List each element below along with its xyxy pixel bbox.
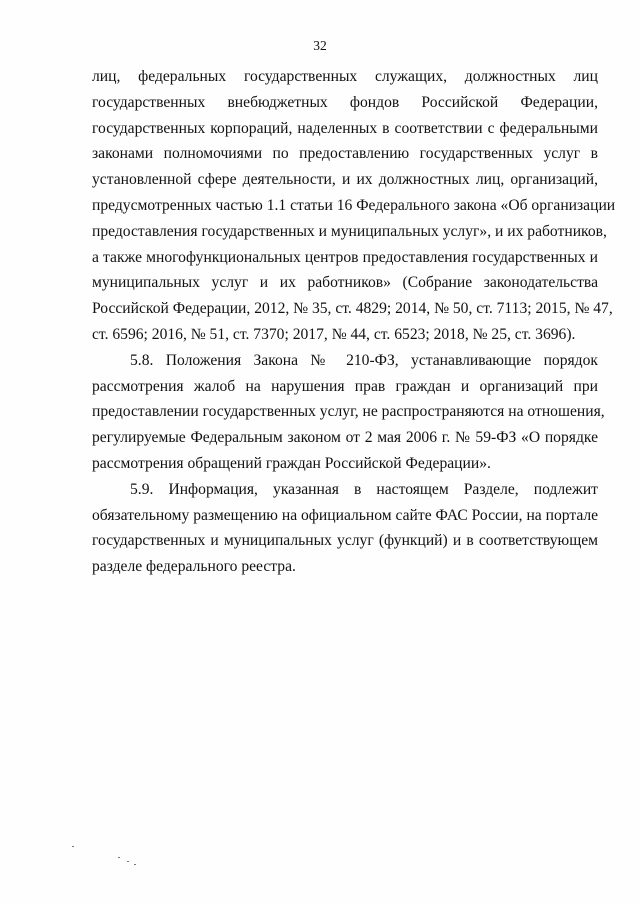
text-line: муниципальных услуг и их работников» (Собрание законодательства (92, 274, 598, 292)
text-line: обязательному размещению на официальном сайте ФАС России, на портале (92, 506, 599, 524)
text-line: ст. 6596; 2016, № 51, ст. 7370; 2017, № 44, ст. 6523; 2018, № 25, ст. 3696). (92, 325, 576, 343)
page-number: 32 (313, 38, 327, 53)
scan-speck (118, 857, 120, 858)
text-line: предоставлении государственных услуг, не распространяются на отношения, (92, 403, 605, 421)
scan-speck (72, 846, 74, 847)
text-line: лиц, федеральных государственных служащих, должностных лиц (92, 68, 598, 85)
scan-speck (134, 864, 136, 865)
text-line: рассмотрения жалоб на нарушения прав граждан и организаций при (92, 377, 598, 395)
text-line: рассмотрения обращений граждан Российской Федерации». (92, 454, 491, 472)
text-line: государственных внебюджетных фондов Российской Федерации, (92, 93, 598, 111)
body-text (92, 64, 616, 580)
text-line: предоставления государственных и муниципальных услуг», и их работников, (92, 222, 607, 240)
text-line: предусмотренных частью 1.1 статьи 16 Федерального закона «Об организации (92, 196, 616, 214)
text-line: установленной сфере деятельности, и их должностных лиц, организаций, (92, 171, 598, 189)
text-line: Российской Федерации, 2012, № 35, ст. 4829; 2014, № 50, ст. 7113; 2015, № 47, (92, 300, 613, 318)
scan-speck (127, 861, 129, 862)
paragraph-5-9-start: 5.9. Информация, указанная в настоящем Разделе, подлежит (130, 480, 598, 498)
text-line: законами полномочиями по предоставлению государственных услуг в (92, 145, 598, 163)
text-line: государственных корпораций, наделенных в соответствии с федеральными (92, 119, 598, 137)
text-line: разделе федерального реестра. (92, 558, 296, 576)
text-line: государственных и муниципальных услуг (функций) и в соответствующем (92, 532, 598, 550)
paragraph-5-8-start: 5.8. Положения Закона № 210-ФЗ, устанавливающие порядок (130, 351, 598, 369)
text-line: а также многофункциональных центров предоставления государственных и (92, 248, 598, 266)
text-line: регулируемые Федеральным законом от 2 мая 2006 г. № 59-ФЗ «О порядке (92, 429, 598, 447)
